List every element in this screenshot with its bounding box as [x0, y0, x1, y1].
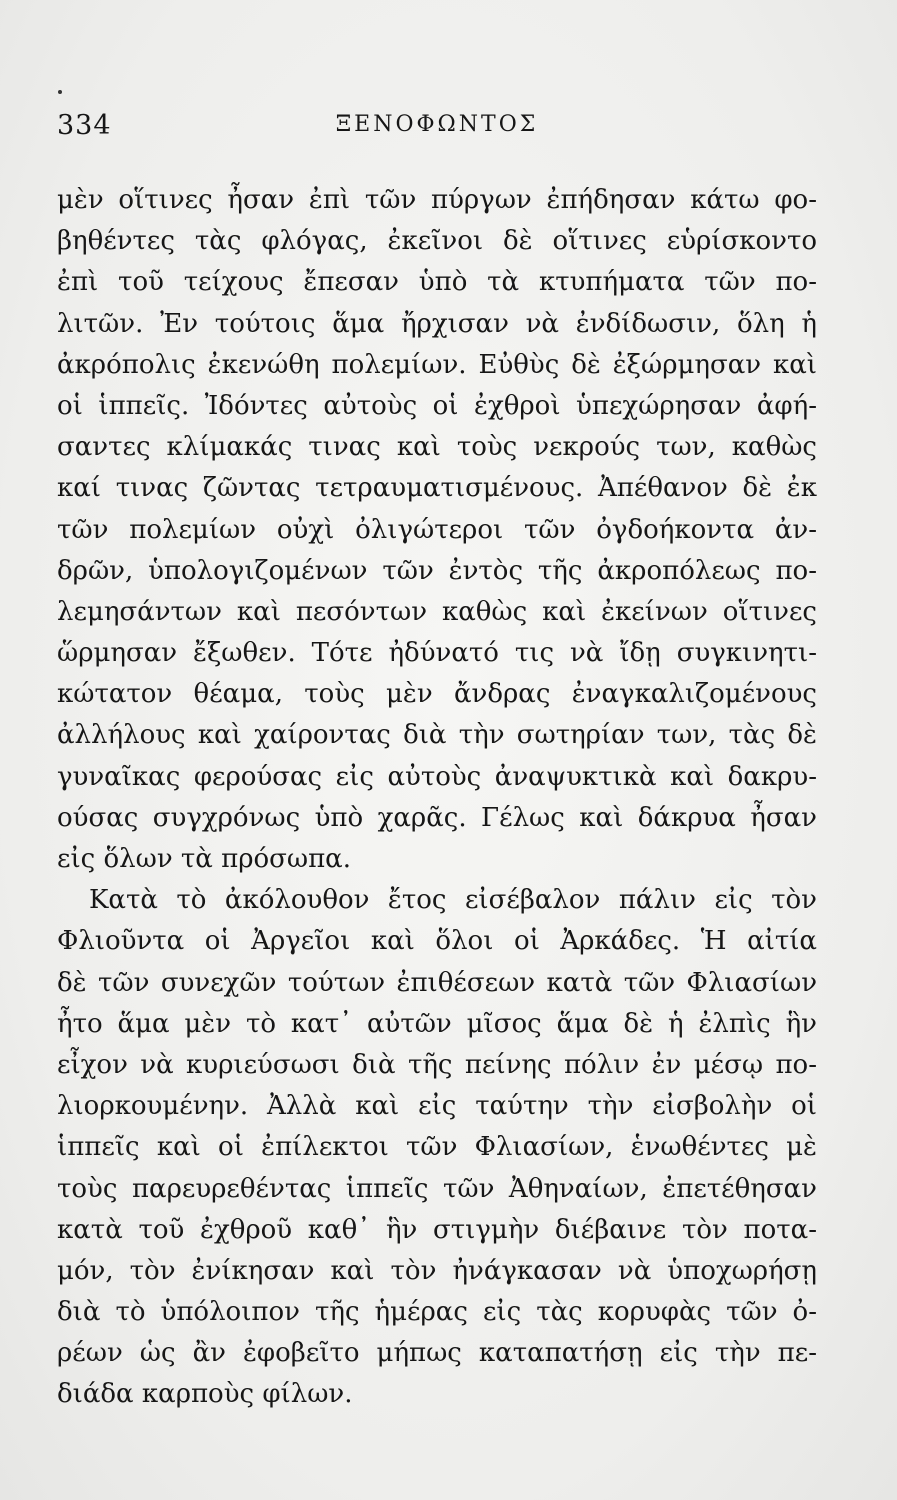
text-line: ἐπὶ τοῦ τείχους ἔπεσαν ὑπὸ τὰ κτυπήματα τῶν πο- — [57, 267, 817, 298]
text-line: λιτῶν. Ἐν τούτοις ἅμα ἤρχισαν νὰ ἐνδίδωσιν, ὅλη ἡ — [57, 308, 817, 339]
text-line: Φλιοῦντα οἱ Ἀργεῖοι καὶ ὅλοι οἱ Ἀρκάδες. Ἡ αἰτία — [57, 926, 817, 957]
text-line: σαντες κλίμακάς τινας καὶ τοὺς νεκρούς των, καθὼς — [57, 432, 817, 463]
paragraph-end-line: εἰς ὅλων τὰ πρόσωπα. — [57, 844, 351, 874]
page-number: 334 — [57, 110, 112, 141]
text-line: ούσας συγχρόνως ὑπὸ χαρᾶς. Γέλως καὶ δάκρυα ἦσαν — [57, 802, 817, 833]
text-line: διὰ τὸ ὑπόλοιπον τῆς ἡμέρας εἰς τὰς κορυφὰς τῶν ὀ- — [57, 1297, 817, 1328]
text-line: ἀκρόπολις ἐκενώθη πολεμίων. Εὐθὺς δὲ ἐξώρμησαν καὶ — [57, 349, 817, 380]
paragraph-end-line: διάδα καρποὺς φίλων. — [57, 1379, 353, 1410]
text-line: λεμησάντων καὶ πεσόντων καθὼς καὶ ἐκείνων οἵτινες — [57, 596, 817, 627]
text-line: τοὺς παρευρεθέντας ἱππεῖς τῶν Ἀθηναίων, ἐπετέθησαν — [57, 1173, 817, 1204]
page-header — [57, 110, 817, 150]
text-body — [57, 180, 817, 1416]
ink-speck — [58, 90, 62, 94]
text-line: βηθέντες τὰς φλόγας, ἐκεῖνοι δὲ οἵτινες εὑρίσκοντο — [57, 226, 817, 257]
text-line: μόν, τὸν ἐνίκησαν καὶ τὸν ἠνάγκασαν νὰ ὑποχωρήσῃ — [57, 1255, 817, 1286]
text-line: οἱ ἱππεῖς. Ἰδόντες αὐτοὺς οἱ ἐχθροὶ ὑπεχώρησαν ἀφή- — [57, 390, 817, 421]
text-line: κώτατον θέαμα, τοὺς μὲν ἄνδρας ἐναγκαλιζομένους — [57, 679, 817, 710]
text-line: λιορκουμένην. Ἀλλὰ καὶ εἰς ταύτην τὴν εἰσβολὴν οἱ — [57, 1091, 817, 1122]
text-line: ἱππεῖς καὶ οἱ ἐπίλεκτοι τῶν Φλιασίων, ἑνωθέντες μὲ — [57, 1132, 817, 1163]
text-line: ἦτο ἅμα μὲν τὸ κατ᾽ αὐτῶν μῖσος ἅμα δὲ ἡ ἐλπὶς ἣν — [57, 1008, 817, 1039]
text-line: ἀλλήλους καὶ χαίροντας διὰ τὴν σωτηρίαν των, τὰς δὲ — [57, 720, 817, 751]
paragraph-start-line: Κατὰ τὸ ἀκόλουθον ἔτος εἰσέβαλον πάλιν εἰς τὸν — [89, 885, 817, 916]
text-line: γυναῖκας φερούσας εἰς αὐτοὺς ἀναψυκτικὰ καὶ δακρυ- — [57, 761, 817, 792]
running-head: ΞΕΝΟΦΩΝΤΟΣ — [335, 112, 539, 137]
text-line: δρῶν, ὑπολογιζομένων τῶν ἐντὸς τῆς ἀκροπόλεως πο- — [57, 555, 817, 586]
text-line: κατὰ τοῦ ἐχθροῦ καθ᾽ ἣν στιγμὴν διέβαινε τὸν ποτα- — [57, 1214, 817, 1245]
text-line: δὲ τῶν συνεχῶν τούτων ἐπιθέσεων κατὰ τῶν Φλιασίων — [57, 967, 817, 998]
text-line: τῶν πολεμίων οὐχὶ ὀλιγώτεροι τῶν ὀγδοήκοντα ἀν- — [57, 514, 817, 545]
text-line: καί τινας ζῶντας τετραυματισμένους. Ἀπέθανον δὲ ἐκ — [57, 473, 817, 504]
text-line: ὥρμησαν ἔξωθεν. Τότε ἠδύνατό τις νὰ ἴδῃ συγκινητι- — [57, 638, 817, 669]
text-line: ρέων ὡς ἂν ἐφοβεῖτο μήπως καταπατήσῃ εἰς τὴν πε- — [57, 1338, 817, 1369]
text-line: εἶχον νὰ κυριεύσωσι διὰ τῆς πείνης πόλιν ἐν μέσῳ πο- — [57, 1049, 817, 1080]
text-line: μὲν οἵτινες ἦσαν ἐπὶ τῶν πύργων ἐπήδησαν κάτω φο- — [57, 185, 817, 215]
